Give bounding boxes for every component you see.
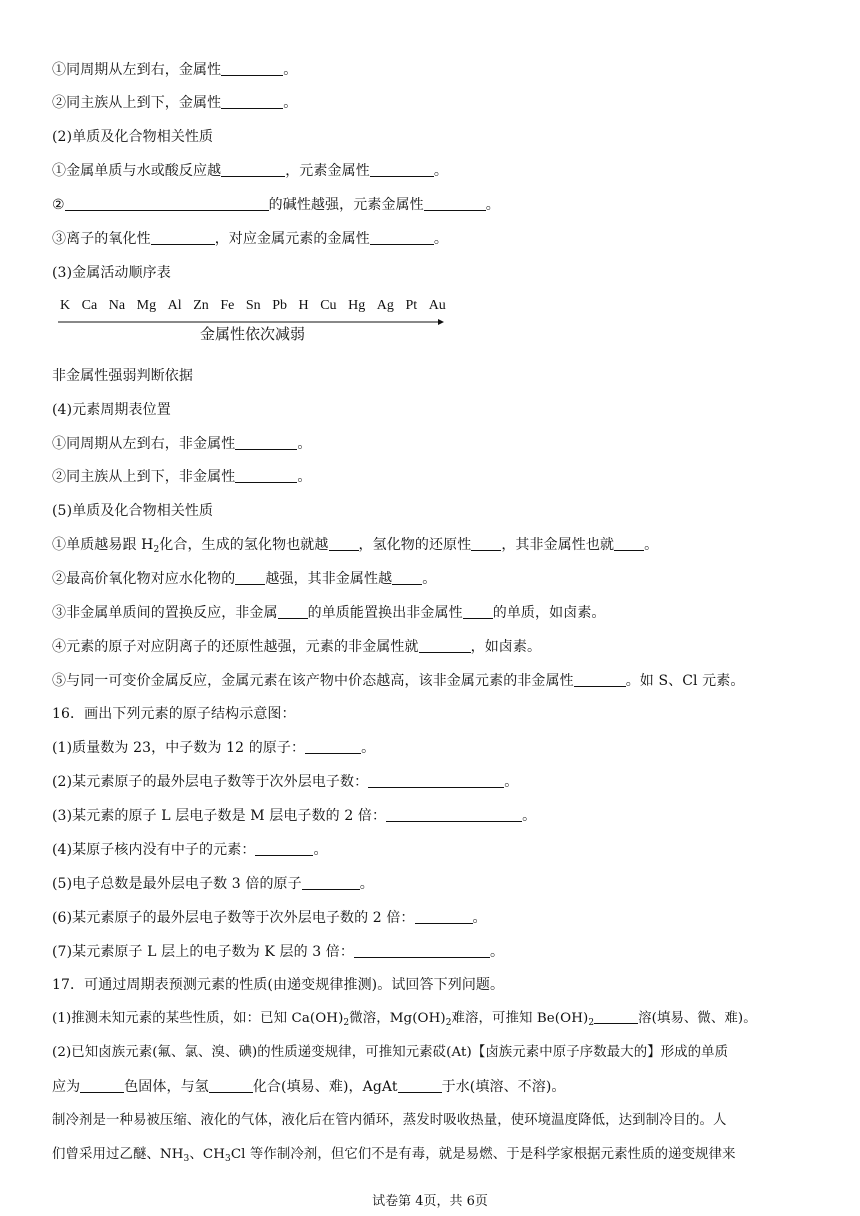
answer-blank[interactable] — [235, 570, 265, 585]
question-line: (1)质量数为 23，中子数为 12 的原子： 。 — [52, 740, 376, 756]
element-symbol: Fe — [220, 298, 235, 313]
metal-activity-series — [60, 298, 450, 314]
answer-blank[interactable] — [80, 1078, 124, 1093]
answer-blank[interactable] — [463, 604, 493, 619]
question-line: ②最高价氧化物对应水化物的 越强，其非金属性越 。 — [52, 571, 437, 587]
section-heading: 非金属性强弱判断依据 — [52, 368, 193, 384]
answer-blank[interactable] — [354, 943, 490, 958]
page-footer: 试卷第 4页，共 6页 — [372, 1194, 488, 1209]
answer-blank[interactable] — [419, 638, 471, 653]
element-symbol: K — [60, 298, 71, 313]
answer-blank[interactable] — [386, 807, 522, 822]
answer-blank[interactable] — [302, 875, 360, 890]
section-heading: (5)单质及化合物相关性质 — [52, 503, 214, 519]
answer-blank[interactable] — [278, 604, 308, 619]
question-line: (4)某原子核内没有中子的元素： 。 — [52, 842, 328, 858]
answer-blank[interactable] — [305, 739, 361, 754]
section-heading: (4)元素周期表位置 — [52, 402, 171, 418]
answer-blank[interactable] — [235, 435, 297, 450]
question-line: (7)某元素原子 L 层上的电子数为 K 层的 3 倍： 。 — [52, 944, 505, 960]
answer-blank[interactable] — [151, 230, 215, 245]
answer-blank[interactable] — [614, 536, 644, 551]
activity-caption: 金属性依次减弱 — [200, 325, 306, 343]
question-line: ③离子的氧化性 ，对应金属元素的金属性 。 — [52, 231, 448, 247]
answer-blank[interactable] — [368, 773, 504, 788]
element-symbol: Hg — [348, 298, 366, 313]
question-line: ①金属单质与水或酸反应越 ，元素金属性 。 — [52, 163, 448, 179]
question-line: (5)电子总数是最外层电子数 3 倍的原子 。 — [52, 876, 374, 892]
question-line: ②同主族从上到下，金属性 。 — [52, 95, 298, 111]
element-symbol: Mg — [136, 298, 157, 313]
answer-blank[interactable] — [392, 570, 422, 585]
answer-blank[interactable] — [574, 672, 626, 687]
element-symbol: Au — [428, 298, 446, 313]
element-symbol: Ag — [376, 298, 394, 313]
element-symbol: Sn — [245, 298, 261, 313]
element-symbol: Na — [108, 298, 126, 313]
element-symbol: H — [298, 298, 309, 313]
paragraph-line: 制冷剂是一种易被压缩、液化的气体，液化后在管内循环，蒸发时吸收热量，使环境温度降低，达到制冷目的。人 — [52, 1113, 727, 1128]
question-line: (2)某元素原子的最外层电子数等于次外层电子数： 。 — [52, 774, 519, 790]
section-heading: (2)单质及化合物相关性质 — [52, 129, 214, 145]
question-line: ①同周期从左到右，非金属性 。 — [52, 436, 312, 452]
answer-blank[interactable] — [329, 536, 359, 551]
answer-blank[interactable] — [594, 1009, 638, 1024]
answer-blank[interactable] — [221, 94, 283, 109]
answer-blank[interactable] — [471, 536, 501, 551]
section-heading: (3)金属活动顺序表 — [52, 265, 171, 281]
question-line: (2)已知卤族元素(氟、氯、溴、碘)的性质递变规律，可推知元素砹(At)【卤族元素中原子序数最大的】形成的单质 — [52, 1045, 729, 1060]
answer-blank[interactable] — [65, 196, 269, 211]
question-line: (6)某元素原子的最外层电子数等于次外层电子数的 2 倍： 。 — [52, 910, 487, 926]
answer-blank[interactable] — [235, 468, 297, 483]
question-line: ④元素的原子对应阴离子的还原性越强，元素的非金属性就 ，如卤素。 — [52, 639, 542, 655]
question-line: (1)推测未知元素的某些性质，如：已知 $Ca(OH)_2$微溶，$Mg(OH)_2$难溶，可推知 $Be(OH)_2$ 溶(填易、微、难)。 — [52, 1011, 757, 1028]
element-symbol: Pb — [272, 298, 287, 313]
answer-blank[interactable] — [424, 196, 486, 211]
element-symbol: Zn — [193, 298, 209, 313]
answer-blank[interactable] — [398, 1078, 442, 1093]
question-line: ② 的碱性越强，元素金属性 。 — [52, 197, 500, 213]
element-symbol: Ca — [81, 298, 98, 313]
answer-blank[interactable] — [370, 230, 434, 245]
answer-blank[interactable] — [415, 909, 473, 924]
answer-blank[interactable] — [370, 162, 434, 177]
question-line: (3)某元素的原子 L 层电子数是 M 层电子数的 2 倍： 。 — [52, 808, 537, 824]
question-line: 应为 色固体，与氢 化合(填易、难)，AgAt 于水(填溶、不溶)。 — [52, 1079, 566, 1095]
answer-blank[interactable] — [221, 162, 285, 177]
question-line: ①单质越易跟 $H_2$化合，生成的氢化物也就越 ，氢化物的还原性 ，其非金属性也就 。 — [52, 537, 659, 555]
question-line: ①同周期从左到右，金属性 。 — [52, 62, 298, 78]
element-symbol: Pt — [405, 298, 418, 313]
question-title: 17．可通过周期表预测元素的性质(由递变规律推测)。试回答下列问题。 — [52, 977, 505, 993]
question-line: ⑤与同一可变价金属反应，金属元素在该产物中价态越高，该非金属元素的非金属性 。如 S、Cl 元素。 — [52, 673, 745, 689]
element-symbol: Cu — [320, 298, 337, 313]
paragraph-line: 们曾采用过乙醚、$NH_3$、$CH_3Cl$ 等作制冷剂，但它们不是有毒，就是易燃、于是科学家根据元素性质的递变规律来 — [52, 1147, 736, 1164]
element-symbol: Al — [167, 298, 182, 313]
question-line: ②同主族从上到下，非金属性 。 — [52, 469, 312, 485]
answer-blank[interactable] — [221, 61, 283, 76]
answer-blank[interactable] — [255, 841, 313, 856]
question-line: ③非金属单质间的置换反应，非金属 的单质能置换出非金属性 的单质，如卤素。 — [52, 605, 606, 621]
answer-blank[interactable] — [209, 1078, 253, 1093]
question-title: 16．画出下列元素的原子结构示意图： — [52, 706, 296, 722]
